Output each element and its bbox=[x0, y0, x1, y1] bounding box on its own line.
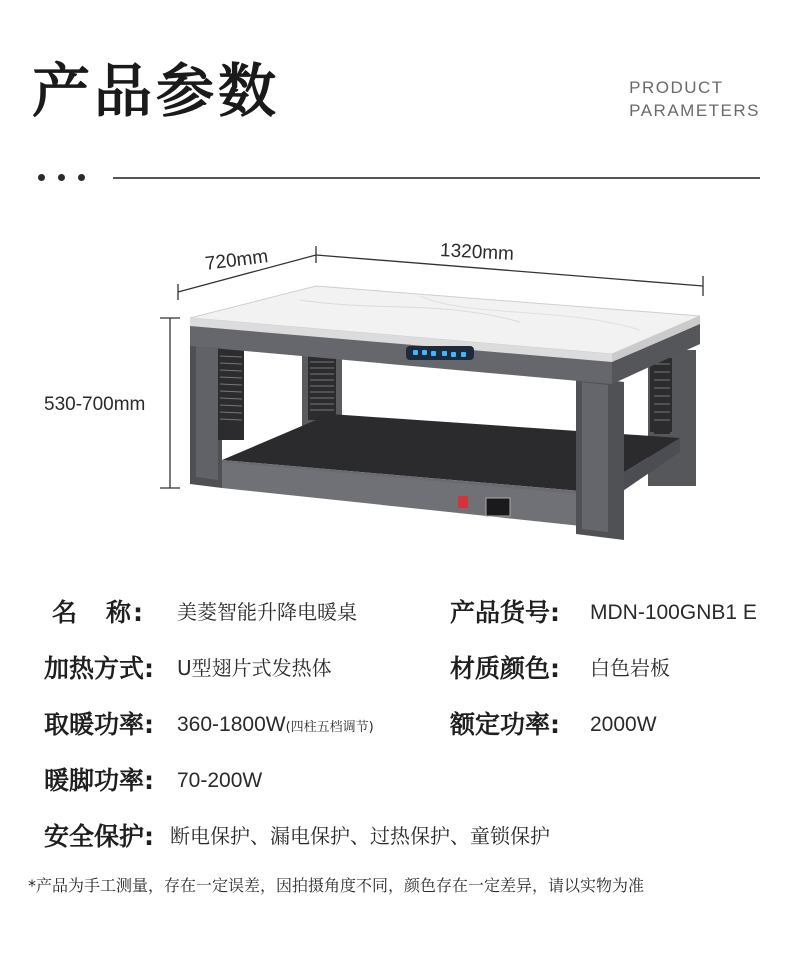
spec-name-value: 美菱智能升降电暖桌 bbox=[177, 600, 357, 624]
spec-material-label: 材质颜色: bbox=[450, 654, 560, 683]
page-title: 产品参数 bbox=[32, 57, 281, 125]
title-en-line2: PARAMETERS bbox=[629, 101, 760, 120]
spec-heating-label: 加热方式: bbox=[44, 654, 154, 683]
spec-warm-power-value bbox=[177, 714, 374, 735]
disclaimer-footnote: *产品为手工测量，存在一定误差，因拍摄角度不同，颜色存在一定差异，请以实物为准 bbox=[28, 876, 645, 895]
depth-dimension-label: 720mm bbox=[203, 246, 270, 275]
height-dimension-label: 530-700mm bbox=[44, 394, 146, 415]
decorative-dots bbox=[38, 174, 85, 181]
spec-rated-power-value: 2000W bbox=[590, 713, 657, 736]
width-dimension-label: 1320mm bbox=[439, 240, 515, 265]
spec-safety-label: 安全保护: bbox=[44, 822, 154, 851]
page-title-english bbox=[629, 76, 760, 122]
header-divider bbox=[113, 177, 760, 179]
spec-material-value: 白色岩板 bbox=[590, 656, 670, 680]
spec-name-label: 名 称: bbox=[52, 598, 145, 627]
spec-model-label: 产品货号: bbox=[450, 598, 560, 627]
spec-warm-power-label: 取暖功率: bbox=[44, 710, 154, 739]
spec-foot-power-value: 70-200W bbox=[177, 769, 263, 792]
spec-safety-value: 断电保护、漏电保护、过热保护、童锁保护 bbox=[170, 824, 550, 848]
spec-warm-power-number: 360-1800W bbox=[177, 713, 286, 736]
spec-model-value: MDN-100GNB1 E bbox=[590, 601, 757, 624]
product-illustration bbox=[0, 230, 790, 550]
title-en-line1: PRODUCT bbox=[629, 78, 724, 97]
spec-heating-value: U型翅片式发热体 bbox=[177, 656, 332, 680]
spec-warm-power-note: (四柱五档调节) bbox=[285, 720, 374, 735]
spec-rated-power-label: 额定功率: bbox=[450, 710, 560, 739]
spec-foot-power-label: 暖脚功率: bbox=[44, 766, 154, 795]
